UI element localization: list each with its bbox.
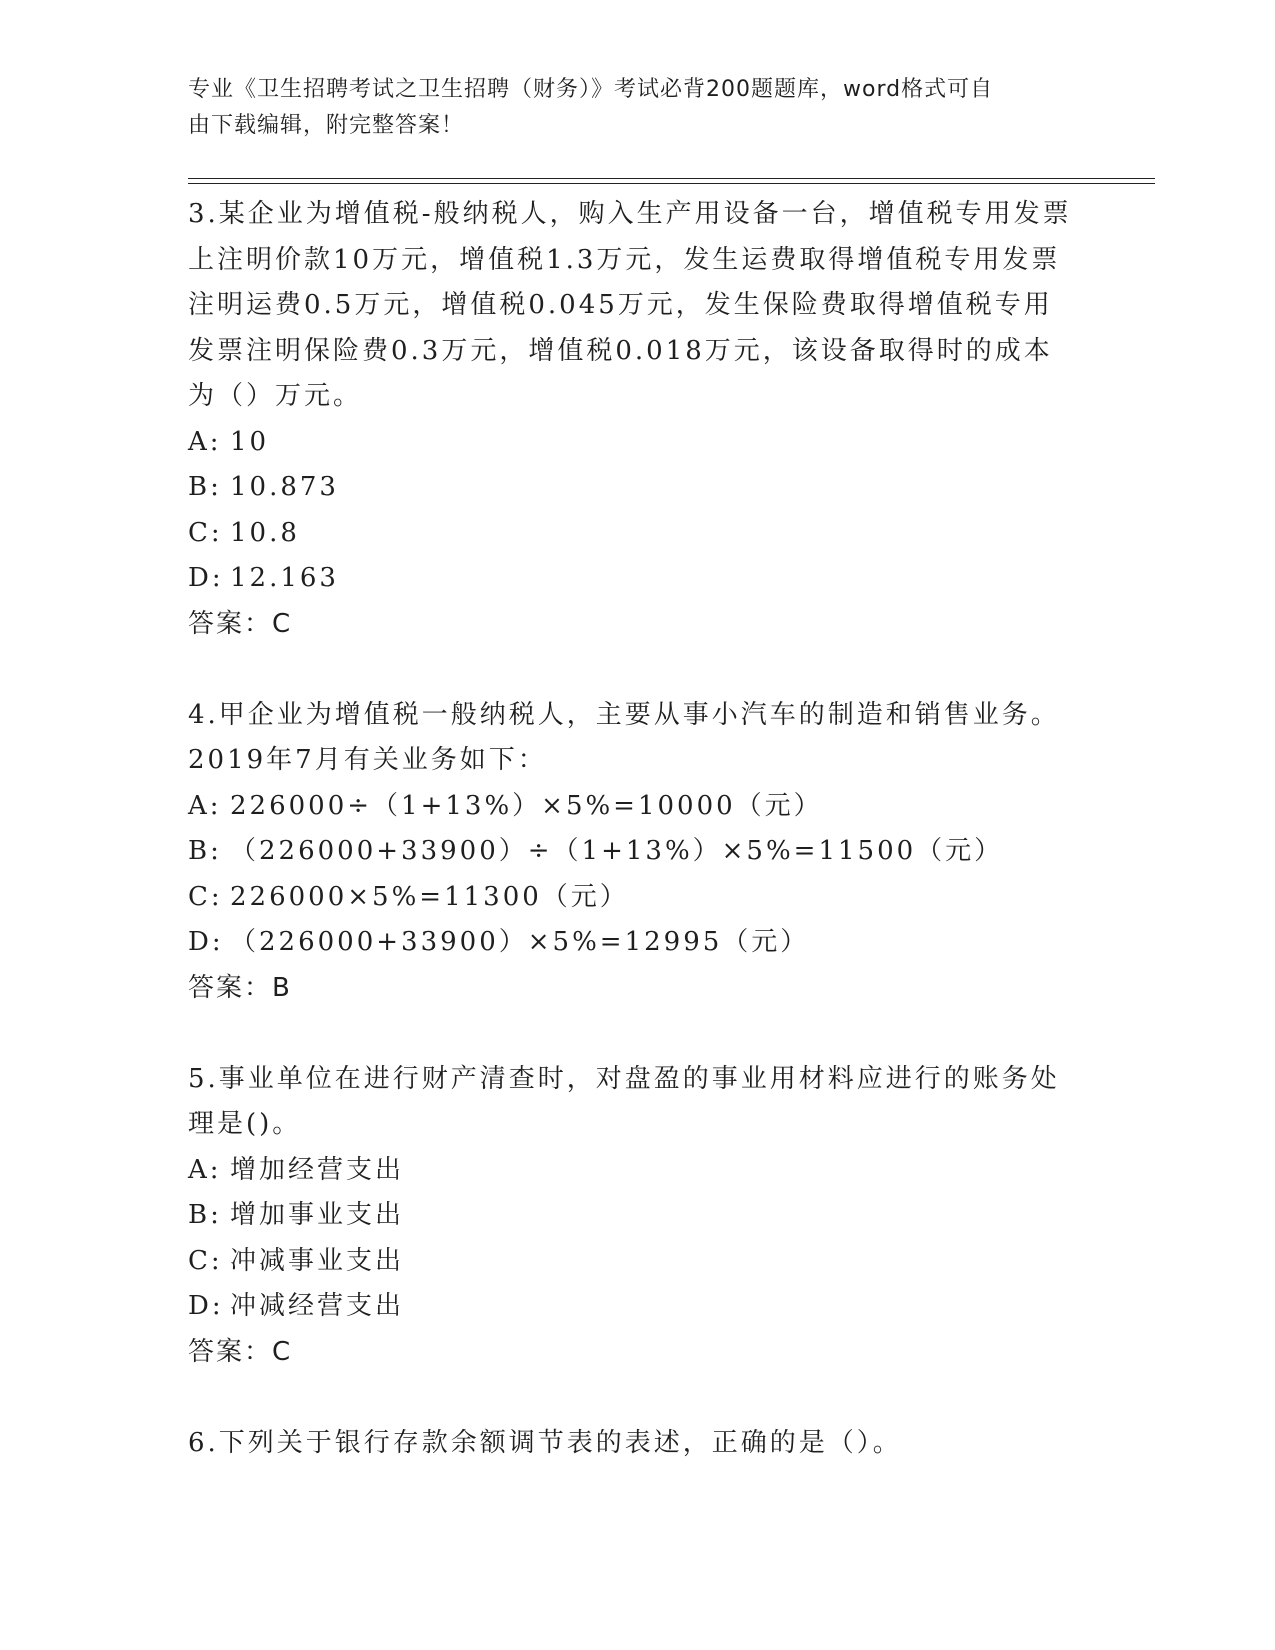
option-d	[188, 1284, 1088, 1330]
answer-line: 答案：B	[188, 972, 292, 1003]
answer-line: 答案：C	[188, 608, 293, 639]
question-3	[188, 192, 1088, 647]
option-text: 226000×5%=11300（元）	[230, 881, 629, 912]
question-stem-line: 2019年7月有关业务如下：	[188, 745, 547, 775]
question-6	[188, 1421, 1088, 1467]
question-stem-line: 上注明价款10万元，增值税1.3万元，发生运费取得增值税专用发票	[188, 244, 1061, 275]
option-text: 226000÷（1+13%）×5%=10000（元）	[230, 790, 823, 821]
question-stem-line: 6.下列关于银行存款余额调节表的表述，正确的是（）。	[188, 1427, 902, 1458]
question-stem-line: 发票注明保险费0.3万元，增值税0.018万元，该设备取得时的成本	[188, 335, 1053, 366]
option-text: 增加事业支出	[230, 1200, 405, 1230]
option-text: 12.163	[230, 563, 339, 593]
question-5	[188, 1057, 1088, 1376]
option-label: A:	[188, 426, 222, 457]
option-text: 10.873	[230, 472, 339, 502]
option-label: D:	[188, 927, 224, 957]
option-d	[188, 920, 1088, 966]
option-b	[188, 1193, 1088, 1239]
header-divider-top	[188, 178, 1155, 179]
option-label: B:	[188, 1200, 222, 1230]
question-list	[188, 192, 1088, 1466]
question-stem-line: 3.某企业为增值税-般纳税人，购入生产用设备一台，增值税专用发票	[188, 199, 1072, 229]
question-stem-line: 理是()。	[188, 1109, 302, 1139]
option-text: 增加经营支出	[230, 1154, 405, 1185]
option-b	[188, 465, 1088, 511]
option-c	[188, 875, 1088, 921]
header-line-2: 由下载编辑，附完整答案！	[188, 113, 465, 138]
option-text: 10	[230, 426, 270, 457]
option-label: D:	[188, 563, 224, 593]
question-stem-line: 5.事业单位在进行财产清查时，对盘盈的事业用材料应进行的账务处	[188, 1063, 1060, 1094]
question-stem-line: 为（）万元。	[188, 381, 363, 411]
option-text: （226000+33900）×5%=12995（元）	[230, 927, 810, 957]
option-text: 冲减事业支出	[230, 1245, 405, 1276]
question-stem-line: 注明运费0.5万元，增值税0.045万元，发生保险费取得增值税专用	[188, 290, 1053, 320]
option-a	[188, 420, 1088, 466]
option-d	[188, 556, 1088, 602]
option-c	[188, 511, 1088, 557]
header-line-1: 专业《卫生招聘考试之卫生招聘（财务）》考试必背200题题库，word格式可自	[188, 77, 994, 102]
question-stem-line: 4.甲企业为增值税一般纳税人，主要从事小汽车的制造和销售业务。	[188, 699, 1060, 730]
header-divider-bottom	[188, 183, 1155, 184]
option-b	[188, 829, 1088, 875]
option-text: 10.8	[230, 517, 300, 548]
spacer	[188, 647, 1088, 693]
option-label: D:	[188, 1291, 224, 1321]
option-label: B:	[188, 472, 222, 502]
option-label: A:	[188, 790, 222, 821]
question-4	[188, 693, 1088, 1012]
spacer	[188, 1375, 1088, 1421]
option-label: A:	[188, 1154, 222, 1185]
option-a	[188, 1148, 1088, 1194]
answer-line: 答案：C	[188, 1336, 293, 1367]
option-text: 冲减经营支出	[230, 1291, 405, 1321]
option-label: C:	[188, 1245, 223, 1276]
spacer	[188, 1011, 1088, 1057]
option-a	[188, 784, 1088, 830]
option-label: B:	[188, 836, 222, 866]
document-header	[188, 72, 1068, 144]
option-text: （226000+33900）÷（1+13%）×5%=11500（元）	[230, 836, 1004, 866]
option-c	[188, 1239, 1088, 1285]
option-label: C:	[188, 881, 223, 912]
option-label: C:	[188, 517, 223, 548]
